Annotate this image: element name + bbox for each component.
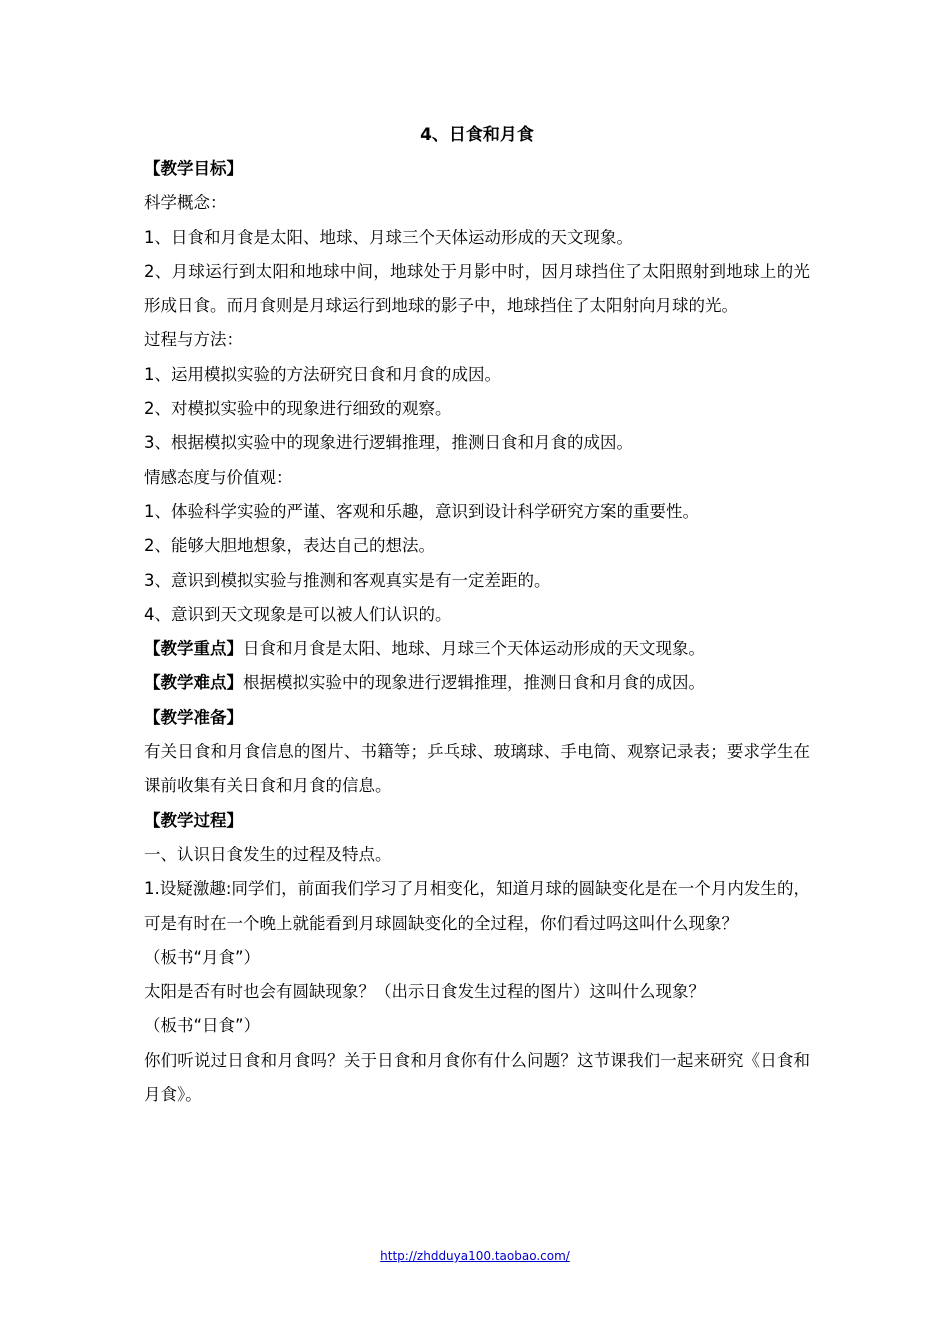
difficulty-text: 根据模拟实验中的现象进行逻辑推理，推测日食和月食的成因。 <box>243 673 705 693</box>
process-item-1: 1.设疑激趣:同学们，前面我们学习了月相变化，知道月球的圆缺变化是在一个月内发生的，可是有时在一个晚上就能看到月球圆缺变化的全过程，你们看过吗这叫什么现象？ <box>144 879 810 933</box>
process-method-1: 1、运用模拟实验的方法研究日食和月食的成因。 <box>144 364 501 384</box>
sun-question: 太阳是否有时也会有圆缺现象？（出示日食发生过程的图片）这叫什么现象？ <box>144 982 705 1002</box>
goals-heading: 【教学目标】 <box>144 159 243 178</box>
key-point-text: 日食和月食是太阳、地球、月球三个天体运动形成的天文现象。 <box>243 639 705 659</box>
process-method-2: 2、对模拟实验中的现象进行细致的观察。 <box>144 399 452 419</box>
board-note-1: （板书“月食”） <box>144 947 261 967</box>
science-concept-2: 2、月球运行到太阳和地球中间，地球处于月影中时，因月球挡住了太阳照射到地球上的光形成日食。而月食则是月球运行到地球的影子中，地球挡住了太阳射向月球的光。 <box>144 261 810 316</box>
emotion-4: 4、意识到天文现象是可以被人们认识的。 <box>144 604 452 624</box>
board-note-2: （板书“日食”） <box>144 1016 261 1036</box>
emotion-label: 情感态度与价值观： <box>144 467 293 487</box>
document-page <box>144 118 810 1112</box>
document-title: 4、日食和月食 <box>420 125 534 145</box>
science-concept-label: 科学概念： <box>144 193 227 213</box>
difficulty-line <box>144 666 810 700</box>
lesson-intro: 你们听说过日食和月食吗？关于日食和月食你有什么问题？这节课我们一起来研究《日食和月食》。 <box>144 1050 810 1105</box>
emotion-3: 3、意识到模拟实验与推测和客观真实是有一定差距的。 <box>144 570 551 590</box>
process-method-3: 3、根据模拟实验中的现象进行逻辑推理，推测日食和月食的成因。 <box>144 433 633 453</box>
process-method-label: 过程与方法： <box>144 330 243 350</box>
difficulty-heading: 【教学难点】 <box>144 673 243 693</box>
emotion-1: 1、体验科学实验的严谨、客观和乐趣，意识到设计科学研究方案的重要性。 <box>144 501 699 521</box>
science-concept-1: 1、日食和月食是太阳、地球、月球三个天体运动形成的天文现象。 <box>144 227 633 247</box>
emotion-2: 2、能够大胆地想象，表达自己的想法。 <box>144 536 435 556</box>
preparation-heading: 【教学准备】 <box>144 707 243 727</box>
teaching-process-heading: 【教学过程】 <box>144 810 243 830</box>
page-footer <box>0 1248 950 1264</box>
footer-link[interactable]: http://zhdduya100.taobao.com/ <box>380 1249 570 1263</box>
key-point-heading: 【教学重点】 <box>144 639 243 659</box>
key-point-line <box>144 632 810 666</box>
preparation-text: 有关日食和月食信息的图片、书籍等；乒乓球、玻璃球、手电筒、观察记录表；要求学生在课前收集有关日食和月食的信息。 <box>144 742 810 796</box>
process-section-1: 一、认识日食发生的过程及特点。 <box>144 844 392 864</box>
